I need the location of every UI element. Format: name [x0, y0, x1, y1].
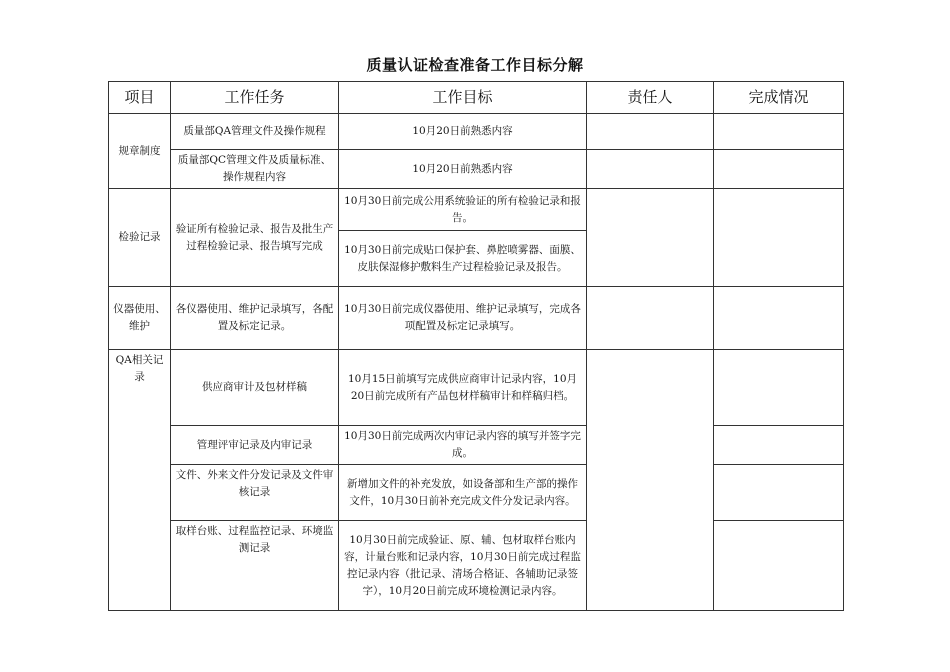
owner-cell[interactable]	[587, 114, 714, 150]
status-cell[interactable]	[714, 150, 844, 189]
status-cell[interactable]	[714, 521, 844, 611]
status-cell[interactable]	[714, 426, 844, 465]
status-cell[interactable]	[714, 350, 844, 426]
table-row	[109, 150, 844, 189]
project-cell: 检验记录	[109, 189, 171, 287]
owner-cell[interactable]	[587, 287, 714, 350]
header-goal: 工作目标	[339, 82, 587, 114]
goal-cell: 10月20日前熟悉内容	[339, 114, 587, 150]
table-row	[109, 465, 844, 521]
document-title: 质量认证检查准备工作目标分解	[366, 56, 584, 74]
header-owner: 责任人	[587, 82, 714, 114]
task-cell: 质量部QC管理文件及质量标准、操作规程内容	[171, 150, 339, 189]
project-cell: QA相关记录	[109, 350, 171, 611]
task-cell: 文件、外来文件分发记录及文件审核记录	[171, 465, 339, 521]
header-status: 完成情况	[714, 82, 844, 114]
goal-cell: 新增加文件的补充发放，如设备部和生产部的操作文件，10月30日前补充完成文件分发记录内容。	[339, 465, 587, 521]
table-row	[109, 426, 844, 465]
status-cell[interactable]	[714, 465, 844, 521]
project-cell: 规章制度	[109, 114, 171, 189]
status-cell[interactable]	[714, 114, 844, 150]
goal-breakdown-table	[108, 81, 844, 611]
goal-cell: 10月30日前完成两次内审记录内容的填写并签字完成。	[339, 426, 587, 465]
table-row	[109, 287, 844, 350]
task-cell: 各仪器使用、维护记录填写，各配置及标定记录。	[171, 287, 339, 350]
table-row	[109, 114, 844, 150]
goal-cell: 10月30日前完成公用系统验证的所有检验记录和报告。	[339, 189, 587, 231]
task-cell: 取样台账、过程监控记录、环境监测记录	[171, 521, 339, 611]
project-cell: 仪器使用、维护	[109, 287, 171, 350]
header-task: 工作任务	[171, 82, 339, 114]
owner-cell[interactable]	[587, 350, 714, 611]
header-row	[109, 82, 844, 114]
task-cell: 质量部QA管理文件及操作规程	[171, 114, 339, 150]
table-row	[109, 350, 844, 426]
goal-cell: 10月30日前完成仪器使用、维护记录填写，完成各项配置及标定记录填写。	[339, 287, 587, 350]
table-row	[109, 189, 844, 231]
status-cell[interactable]	[714, 287, 844, 350]
status-cell[interactable]	[714, 189, 844, 287]
task-cell: 管理评审记录及内审记录	[171, 426, 339, 465]
table-row	[109, 521, 844, 611]
owner-cell[interactable]	[587, 189, 714, 287]
goal-cell: 10月20日前熟悉内容	[339, 150, 587, 189]
goal-cell: 10月30日前完成验证、原、辅、包材取样台账内容，计量台账和记录内容，10月30日前完成过程监控记录内容（批记录、清场合格证、各辅助记录签字），10月20日前完成环境检测记录内容。	[339, 521, 587, 611]
goal-cell: 10月30日前完成贴口保护套、鼻腔喷雾器、面膜、皮肤保湿修护敷料生产过程检验记录及报告。	[339, 231, 587, 287]
header-project: 项目	[109, 82, 171, 114]
task-cell: 验证所有检验记录、报告及批生产过程检验记录、报告填写完成	[171, 189, 339, 287]
task-cell: 供应商审计及包材样稿	[171, 350, 339, 426]
goal-cell: 10月15日前填写完成供应商审计记录内容，10月20日前完成所有产品包材样稿审计和样稿归档。	[339, 350, 587, 426]
owner-cell[interactable]	[587, 150, 714, 189]
